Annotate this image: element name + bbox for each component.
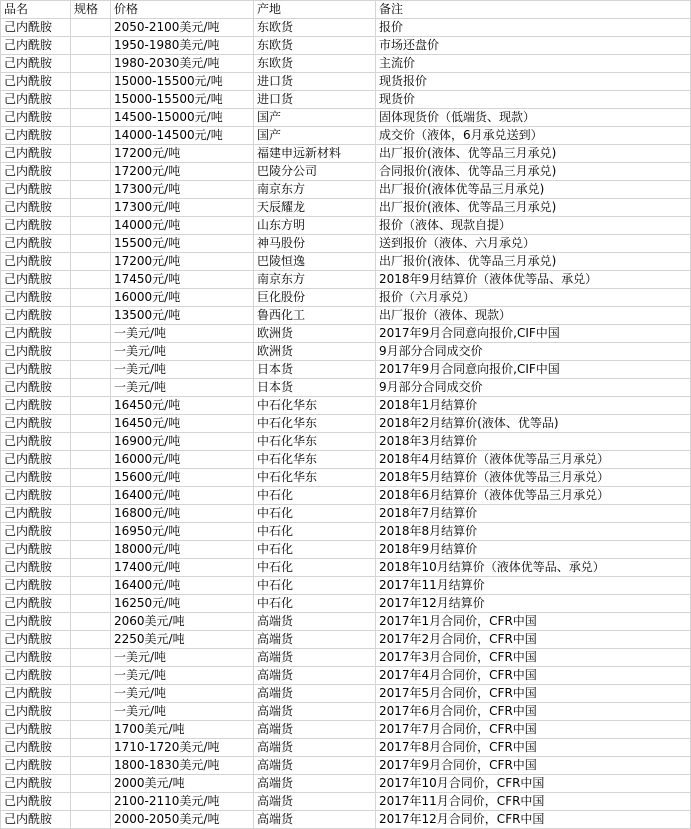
cell-spec[interactable] (71, 361, 111, 379)
table-row (1, 343, 691, 361)
cell-remarks[interactable]: 2017年11月合同价，CFR中国 (376, 793, 691, 811)
table-row (1, 307, 691, 325)
cell-spec[interactable] (71, 721, 111, 739)
table-row (1, 505, 691, 523)
cell-price[interactable]: 一美元/吨 (111, 361, 254, 379)
cell-remarks[interactable]: 出厂报价(液体、优等品三月承兑) (376, 253, 691, 271)
cell-origin[interactable]: 欧洲货 (254, 343, 376, 361)
cell-remarks[interactable]: 2017年12月结算价 (376, 595, 691, 613)
cell-origin[interactable]: 进口货 (254, 91, 376, 109)
table-row (1, 91, 691, 109)
cell-product-name[interactable]: 己内酰胺 (1, 613, 71, 631)
cell-origin[interactable]: 高端货 (254, 775, 376, 793)
cell-origin[interactable]: 巴陵恒逸 (254, 253, 376, 271)
table-row (1, 577, 691, 595)
cell-product-name[interactable]: 己内酰胺 (1, 289, 71, 307)
cell-product-name[interactable]: 己内酰胺 (1, 595, 71, 613)
cell-origin[interactable]: 中石化华东 (254, 451, 376, 469)
cell-product-name[interactable]: 己内酰胺 (1, 559, 71, 577)
cell-product-name[interactable]: 己内酰胺 (1, 649, 71, 667)
cell-product-name[interactable]: 己内酰胺 (1, 541, 71, 559)
cell-remarks[interactable]: 成交价（液体，6月承兑送到） (376, 127, 691, 145)
cell-spec[interactable] (71, 235, 111, 253)
table-row (1, 631, 691, 649)
header-row (1, 1, 691, 19)
table-row (1, 487, 691, 505)
cell-spec[interactable] (71, 739, 111, 757)
table-row (1, 541, 691, 559)
cell-product-name[interactable]: 己内酰胺 (1, 433, 71, 451)
cell-spec[interactable] (71, 559, 111, 577)
cell-remarks[interactable]: 2017年4月合同价，CFR中国 (376, 667, 691, 685)
cell-spec[interactable] (71, 505, 111, 523)
cell-price[interactable]: 17200元/吨 (111, 253, 254, 271)
cell-product-name[interactable]: 己内酰胺 (1, 775, 71, 793)
table-row (1, 127, 691, 145)
cell-origin[interactable]: 中石化华东 (254, 397, 376, 415)
table-row (1, 181, 691, 199)
cell-product-name[interactable]: 己内酰胺 (1, 127, 71, 145)
cell-price[interactable]: 16250元/吨 (111, 595, 254, 613)
table-row (1, 109, 691, 127)
cell-spec[interactable] (71, 685, 111, 703)
cell-origin[interactable]: 国产 (254, 127, 376, 145)
cell-spec[interactable] (71, 379, 111, 397)
cell-spec[interactable] (71, 487, 111, 505)
cell-origin[interactable]: 山东方明 (254, 217, 376, 235)
cell-remarks[interactable]: 2018年10月结算价（液体优等品、承兑） (376, 559, 691, 577)
cell-price[interactable]: 一美元/吨 (111, 343, 254, 361)
cell-price[interactable]: 16400元/吨 (111, 487, 254, 505)
cell-remarks[interactable]: 2017年1月合同价，CFR中国 (376, 613, 691, 631)
cell-product-name[interactable]: 己内酰胺 (1, 577, 71, 595)
cell-spec[interactable] (71, 181, 111, 199)
cell-origin[interactable]: 东欧货 (254, 55, 376, 73)
cell-remarks[interactable]: 出厂报价(液体、优等品三月承兑) (376, 145, 691, 163)
table-row (1, 325, 691, 343)
cell-spec[interactable] (71, 55, 111, 73)
cell-spec[interactable] (71, 595, 111, 613)
cell-remarks[interactable]: 2017年9月合同意向报价,CIF中国 (376, 325, 691, 343)
table-row (1, 253, 691, 271)
cell-remarks[interactable]: 2017年2月合同价，CFR中国 (376, 631, 691, 649)
cell-origin[interactable]: 高端货 (254, 703, 376, 721)
cell-origin[interactable]: 中石化华东 (254, 433, 376, 451)
cell-spec[interactable] (71, 613, 111, 631)
cell-remarks[interactable]: 出厂报价（液体、现款） (376, 307, 691, 325)
cell-remarks[interactable]: 2018年5月结算价（液体优等品三月承兑） (376, 469, 691, 487)
table-row (1, 217, 691, 235)
cell-product-name[interactable]: 己内酰胺 (1, 757, 71, 775)
cell-price[interactable]: 2000-2050美元/吨 (111, 811, 254, 829)
cell-spec[interactable] (71, 811, 111, 829)
cell-product-name[interactable]: 己内酰胺 (1, 379, 71, 397)
cell-price[interactable]: 17400元/吨 (111, 559, 254, 577)
cell-origin[interactable]: 高端货 (254, 613, 376, 631)
cell-remarks[interactable]: 2018年6月结算价（液体优等品三月承兑） (376, 487, 691, 505)
cell-remarks[interactable]: 2017年9月合同意向报价,CIF中国 (376, 361, 691, 379)
cell-origin[interactable]: 日本货 (254, 379, 376, 397)
cell-price[interactable]: 17300元/吨 (111, 199, 254, 217)
cell-price[interactable]: 18000元/吨 (111, 541, 254, 559)
cell-remarks[interactable]: 出厂报价(液体、优等品三月承兑) (376, 199, 691, 217)
table-row (1, 163, 691, 181)
cell-spec[interactable] (71, 73, 111, 91)
cell-origin[interactable]: 中石化华东 (254, 415, 376, 433)
cell-price[interactable]: 一美元/吨 (111, 703, 254, 721)
cell-origin[interactable]: 中石化 (254, 487, 376, 505)
cell-product-name[interactable]: 己内酰胺 (1, 739, 71, 757)
cell-origin[interactable]: 中石化 (254, 541, 376, 559)
cell-product-name[interactable]: 己内酰胺 (1, 415, 71, 433)
cell-price[interactable]: 15000-15500元/吨 (111, 91, 254, 109)
cell-origin[interactable]: 东欧货 (254, 37, 376, 55)
cell-remarks[interactable]: 报价 (376, 19, 691, 37)
cell-spec[interactable] (71, 415, 111, 433)
cell-origin[interactable]: 高端货 (254, 721, 376, 739)
table-row (1, 793, 691, 811)
table-row (1, 55, 691, 73)
cell-origin[interactable]: 高端货 (254, 811, 376, 829)
cell-origin[interactable]: 高端货 (254, 667, 376, 685)
cell-product-name[interactable]: 己内酰胺 (1, 487, 71, 505)
cell-origin[interactable]: 中石化 (254, 505, 376, 523)
cell-origin[interactable]: 欧洲货 (254, 325, 376, 343)
cell-spec[interactable] (71, 37, 111, 55)
cell-remarks[interactable]: 合同报价(液体、优等品三月承兑) (376, 163, 691, 181)
cell-price[interactable]: 15000-15500元/吨 (111, 73, 254, 91)
cell-remarks[interactable]: 2018年2月结算价(液体、优等品) (376, 415, 691, 433)
cell-product-name[interactable]: 己内酰胺 (1, 811, 71, 829)
table-row (1, 595, 691, 613)
cell-origin[interactable]: 中石化 (254, 523, 376, 541)
cell-remarks[interactable]: 2018年9月结算价（液体优等品、承兑） (376, 271, 691, 289)
cell-product-name[interactable]: 己内酰胺 (1, 109, 71, 127)
cell-origin[interactable]: 高端货 (254, 685, 376, 703)
cell-price[interactable]: 16800元/吨 (111, 505, 254, 523)
table-row (1, 649, 691, 667)
cell-product-name[interactable]: 己内酰胺 (1, 163, 71, 181)
cell-product-name[interactable]: 己内酰胺 (1, 703, 71, 721)
cell-spec[interactable] (71, 19, 111, 37)
cell-price[interactable]: 16950元/吨 (111, 523, 254, 541)
cell-spec[interactable] (71, 145, 111, 163)
table-row (1, 73, 691, 91)
cell-price[interactable]: 14000-14500元/吨 (111, 127, 254, 145)
cell-spec[interactable] (71, 271, 111, 289)
cell-product-name[interactable]: 己内酰胺 (1, 235, 71, 253)
cell-price[interactable]: 1800-1830美元/吨 (111, 757, 254, 775)
table-row (1, 469, 691, 487)
cell-price[interactable]: 2250美元/吨 (111, 631, 254, 649)
cell-spec[interactable] (71, 577, 111, 595)
cell-price[interactable]: 一美元/吨 (111, 325, 254, 343)
cell-remarks[interactable]: 市场还盘价 (376, 37, 691, 55)
cell-spec[interactable] (71, 775, 111, 793)
cell-spec[interactable] (71, 109, 111, 127)
cell-price[interactable]: 16000元/吨 (111, 289, 254, 307)
cell-price[interactable]: 1980-2030美元/吨 (111, 55, 254, 73)
header-remarks[interactable]: 备注 (376, 1, 691, 19)
cell-price[interactable]: 17200元/吨 (111, 163, 254, 181)
cell-origin[interactable]: 日本货 (254, 361, 376, 379)
table-row (1, 523, 691, 541)
cell-remarks[interactable]: 2018年3月结算价 (376, 433, 691, 451)
cell-origin[interactable]: 高端货 (254, 793, 376, 811)
cell-price[interactable]: 13500元/吨 (111, 307, 254, 325)
cell-product-name[interactable]: 己内酰胺 (1, 91, 71, 109)
cell-origin[interactable]: 鲁西化工 (254, 307, 376, 325)
cell-origin[interactable]: 中石化 (254, 559, 376, 577)
cell-product-name[interactable]: 己内酰胺 (1, 361, 71, 379)
table-body (1, 19, 691, 829)
cell-spec[interactable] (71, 631, 111, 649)
cell-origin[interactable]: 中石化 (254, 595, 376, 613)
cell-remarks[interactable]: 2017年5月合同价，CFR中国 (376, 685, 691, 703)
table-row (1, 235, 691, 253)
cell-product-name[interactable]: 己内酰胺 (1, 631, 71, 649)
cell-spec[interactable] (71, 325, 111, 343)
cell-price[interactable]: 一美元/吨 (111, 649, 254, 667)
cell-price[interactable]: 17200元/吨 (111, 145, 254, 163)
cell-spec[interactable] (71, 757, 111, 775)
table-row (1, 721, 691, 739)
cell-product-name[interactable]: 己内酰胺 (1, 505, 71, 523)
cell-price[interactable]: 1950-1980美元/吨 (111, 37, 254, 55)
cell-product-name[interactable]: 己内酰胺 (1, 253, 71, 271)
cell-origin[interactable]: 高端货 (254, 631, 376, 649)
cell-price[interactable]: 1710-1720美元/吨 (111, 739, 254, 757)
cell-remarks[interactable]: 2018年8月结算价 (376, 523, 691, 541)
cell-product-name[interactable]: 己内酰胺 (1, 181, 71, 199)
cell-remarks[interactable]: 主流价 (376, 55, 691, 73)
header-price[interactable]: 价格 (111, 1, 254, 19)
cell-spec[interactable] (71, 217, 111, 235)
cell-product-name[interactable]: 己内酰胺 (1, 343, 71, 361)
table-row (1, 19, 691, 37)
table-row (1, 397, 691, 415)
cell-price[interactable]: 14500-15000元/吨 (111, 109, 254, 127)
cell-origin[interactable]: 东欧货 (254, 19, 376, 37)
table-row (1, 271, 691, 289)
cell-origin[interactable]: 高端货 (254, 649, 376, 667)
table-header (1, 1, 691, 19)
cell-remarks[interactable]: 2017年11月结算价 (376, 577, 691, 595)
cell-spec[interactable] (71, 703, 111, 721)
table-row (1, 739, 691, 757)
cell-price[interactable]: 16000元/吨 (111, 451, 254, 469)
cell-price[interactable]: 16450元/吨 (111, 415, 254, 433)
cell-price[interactable]: 2000美元/吨 (111, 775, 254, 793)
cell-origin[interactable]: 高端货 (254, 739, 376, 757)
cell-product-name[interactable]: 己内酰胺 (1, 451, 71, 469)
table-row (1, 199, 691, 217)
cell-product-name[interactable]: 己内酰胺 (1, 55, 71, 73)
cell-remarks[interactable]: 2017年6月合同价，CFR中国 (376, 703, 691, 721)
cell-spec[interactable] (71, 793, 111, 811)
cell-remarks[interactable]: 送到报价（液体、六月承兑） (376, 235, 691, 253)
cell-remarks[interactable]: 2018年9月结算价 (376, 541, 691, 559)
cell-origin[interactable]: 南京东方 (254, 181, 376, 199)
cell-remarks[interactable]: 现货价 (376, 91, 691, 109)
cell-remarks[interactable]: 固体现货价（低端货、现款） (376, 109, 691, 127)
table-row (1, 667, 691, 685)
cell-remarks[interactable]: 现货报价 (376, 73, 691, 91)
cell-price[interactable]: 一美元/吨 (111, 667, 254, 685)
cell-origin[interactable]: 中石化华东 (254, 469, 376, 487)
cell-product-name[interactable]: 己内酰胺 (1, 685, 71, 703)
cell-remarks[interactable]: 2017年7月合同价，CFR中国 (376, 721, 691, 739)
table-row (1, 613, 691, 631)
cell-spec[interactable] (71, 343, 111, 361)
cell-spec[interactable] (71, 541, 111, 559)
table-row (1, 757, 691, 775)
table-row (1, 811, 691, 829)
cell-remarks[interactable]: 2017年12月合同价，CFR中国 (376, 811, 691, 829)
cell-remarks[interactable]: 9月部分合同成交价 (376, 379, 691, 397)
cell-origin[interactable]: 南京东方 (254, 271, 376, 289)
cell-spec[interactable] (71, 649, 111, 667)
cell-product-name[interactable]: 己内酰胺 (1, 145, 71, 163)
cell-spec[interactable] (71, 289, 111, 307)
cell-spec[interactable] (71, 199, 111, 217)
cell-spec[interactable] (71, 667, 111, 685)
cell-price[interactable]: 2050-2100美元/吨 (111, 19, 254, 37)
cell-product-name[interactable]: 己内酰胺 (1, 325, 71, 343)
cell-product-name[interactable]: 己内酰胺 (1, 667, 71, 685)
cell-product-name[interactable]: 己内酰胺 (1, 271, 71, 289)
cell-remarks[interactable]: 2018年7月结算价 (376, 505, 691, 523)
cell-product-name[interactable]: 己内酰胺 (1, 397, 71, 415)
cell-price[interactable]: 一美元/吨 (111, 685, 254, 703)
cell-spec[interactable] (71, 433, 111, 451)
cell-product-name[interactable]: 己内酰胺 (1, 19, 71, 37)
cell-origin[interactable]: 高端货 (254, 757, 376, 775)
cell-remarks[interactable]: 报价（六月承兑） (376, 289, 691, 307)
cell-product-name[interactable]: 己内酰胺 (1, 523, 71, 541)
cell-product-name[interactable]: 己内酰胺 (1, 793, 71, 811)
cell-spec[interactable] (71, 469, 111, 487)
cell-price[interactable]: 16450元/吨 (111, 397, 254, 415)
cell-price[interactable]: 16400元/吨 (111, 577, 254, 595)
cell-origin[interactable]: 天辰耀龙 (254, 199, 376, 217)
cell-price[interactable]: 16900元/吨 (111, 433, 254, 451)
cell-price[interactable]: 2100-2110美元/吨 (111, 793, 254, 811)
cell-origin[interactable]: 国产 (254, 109, 376, 127)
cell-product-name[interactable]: 己内酰胺 (1, 721, 71, 739)
header-spec[interactable]: 规格 (71, 1, 111, 19)
cell-spec[interactable] (71, 253, 111, 271)
cell-product-name[interactable]: 己内酰胺 (1, 307, 71, 325)
cell-price[interactable]: 一美元/吨 (111, 379, 254, 397)
cell-remarks[interactable]: 报价（液体、现款自提） (376, 217, 691, 235)
cell-remarks[interactable]: 出厂报价(液体优等品三月承兑) (376, 181, 691, 199)
cell-product-name[interactable]: 己内酰胺 (1, 73, 71, 91)
cell-remarks[interactable]: 2017年10月合同价，CFR中国 (376, 775, 691, 793)
cell-origin[interactable]: 福建申远新材料 (254, 145, 376, 163)
cell-spec[interactable] (71, 163, 111, 181)
cell-price[interactable]: 2060美元/吨 (111, 613, 254, 631)
cell-price[interactable]: 15600元/吨 (111, 469, 254, 487)
cell-spec[interactable] (71, 451, 111, 469)
table-row (1, 289, 691, 307)
table-row (1, 775, 691, 793)
cell-price[interactable]: 17450元/吨 (111, 271, 254, 289)
cell-origin[interactable]: 中石化 (254, 577, 376, 595)
cell-product-name[interactable]: 己内酰胺 (1, 37, 71, 55)
table-row (1, 451, 691, 469)
cell-product-name[interactable]: 己内酰胺 (1, 469, 71, 487)
table-row (1, 703, 691, 721)
cell-remarks[interactable]: 2017年3月合同价，CFR中国 (376, 649, 691, 667)
cell-remarks[interactable]: 2018年1月结算价 (376, 397, 691, 415)
cell-remarks[interactable]: 2018年4月结算价（液体优等品三月承兑） (376, 451, 691, 469)
table-row (1, 433, 691, 451)
cell-price[interactable]: 15500元/吨 (111, 235, 254, 253)
table-row (1, 685, 691, 703)
table-row (1, 559, 691, 577)
header-origin[interactable]: 产地 (254, 1, 376, 19)
cell-product-name[interactable]: 己内酰胺 (1, 199, 71, 217)
table-row (1, 379, 691, 397)
cell-price[interactable]: 17300元/吨 (111, 181, 254, 199)
cell-remarks[interactable]: 2017年9月合同价，CFR中国 (376, 757, 691, 775)
table-row (1, 145, 691, 163)
cell-origin[interactable]: 巨化股份 (254, 289, 376, 307)
cell-spec[interactable] (71, 523, 111, 541)
table-row (1, 37, 691, 55)
cell-price[interactable]: 14000元/吨 (111, 217, 254, 235)
cell-spec[interactable] (71, 397, 111, 415)
cell-spec[interactable] (71, 91, 111, 109)
cell-spec[interactable] (71, 307, 111, 325)
table-row (1, 415, 691, 433)
cell-origin[interactable]: 神马股份 (254, 235, 376, 253)
cell-origin[interactable]: 进口货 (254, 73, 376, 91)
cell-spec[interactable] (71, 127, 111, 145)
cell-product-name[interactable]: 己内酰胺 (1, 217, 71, 235)
cell-remarks[interactable]: 9月部分合同成交价 (376, 343, 691, 361)
table-row (1, 361, 691, 379)
cell-remarks[interactable]: 2017年8月合同价，CFR中国 (376, 739, 691, 757)
cell-origin[interactable]: 巴陵分公司 (254, 163, 376, 181)
cell-price[interactable]: 1700美元/吨 (111, 721, 254, 739)
header-product-name[interactable]: 品名 (1, 1, 71, 19)
